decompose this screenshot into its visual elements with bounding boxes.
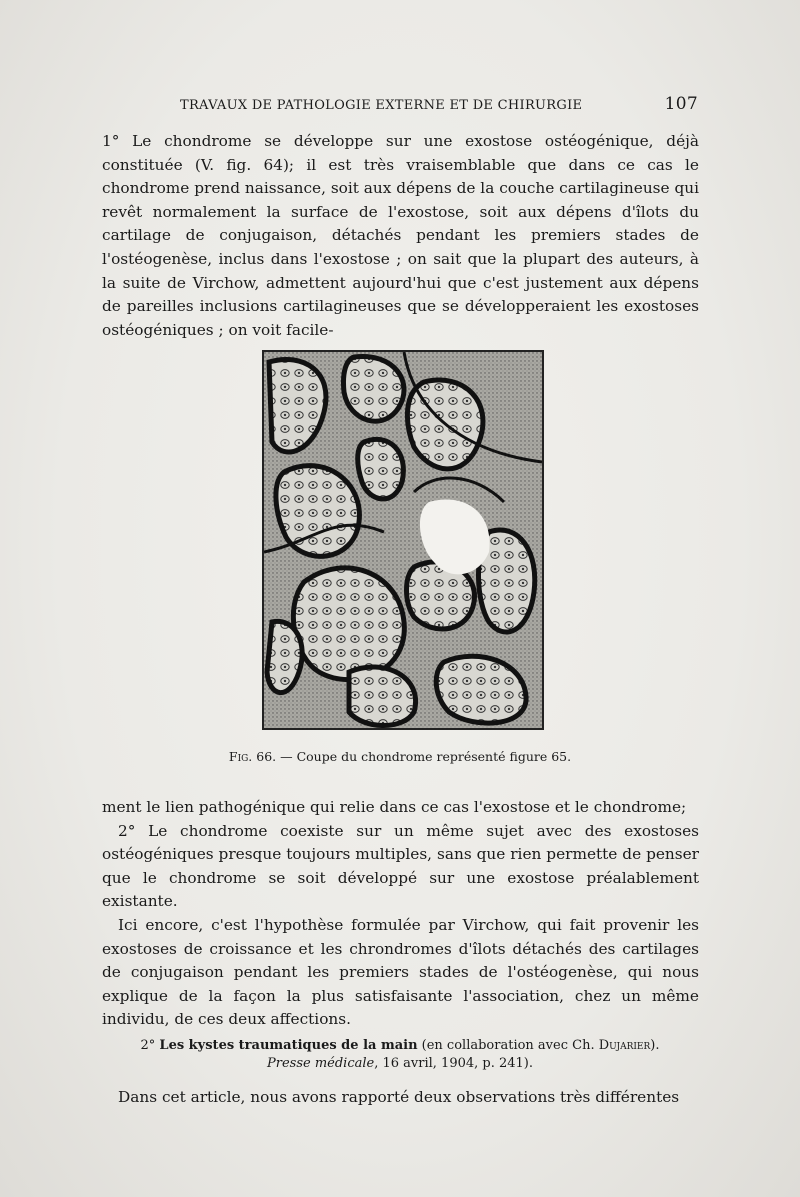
paragraph-2: ment le lien pathogénique qui relie dans ce cas l'exostose et le chondrome; — [102, 798, 687, 816]
figure-caption — [100, 749, 700, 764]
paragraph-1: 1° Le chondrome se développe sur une exostose ostéogénique, déjà constituée (V. fig. 64); il est très vraisemblable que dans ce cas le chondrome prend naissance, soit aux dépens de la couche cartilagineuse qui revêt normalement la surface de l'exostose, soit aux dépens d'îlots du cartilage de conjugaison, détachés pendant les premiers stades de l'ostéogenèse, inclus dans l'exostose ; on sait que la plupart des auteurs, à la suite de Virchow, admettent aujourd'hui que c'est justement aux dépens de pareilles inclusions cartilagineuses que se développeraient les exostoses ostéogéniques ; on voit facile- — [102, 132, 699, 339]
page-number: 107 — [664, 94, 698, 114]
chondrome-section-drawing — [264, 352, 542, 728]
bibliographic-reference — [100, 1037, 700, 1073]
body-text-block — [102, 796, 699, 1032]
caption-label: Fig. 66. — [228, 749, 277, 764]
reference-details: , 16 avril, 1904, p. 241). — [374, 1056, 533, 1071]
caption-text: — Coupe du chondrome représenté figure 65. — [276, 749, 572, 764]
paragraph-4: Ici encore, c'est l'hypothèse formulée par Virchow, qui fait provenir les exostoses de croissance et les chrondromes d'îlots détachés des cartilages de conjugaison pendant les premiers stades de l'ostéogenèse, qui nous explique de la façon la plus satisfaisante l'association, chez un même individu, de ces deux affections. — [102, 915, 699, 1029]
reference-journal: Presse médicale — [267, 1056, 375, 1071]
reference-author: Dujarier — [598, 1038, 651, 1053]
running-title: TRAVAUX DE PATHOLOGIE EXTERNE ET DE CHIRURGIE — [180, 98, 583, 113]
reference-title: Les kystes traumatiques de la main — [159, 1038, 418, 1053]
reference-number: 2° — [140, 1038, 156, 1053]
reference-collab-end: ). — [650, 1038, 660, 1053]
reference-collab: (en collaboration avec Ch. — [417, 1038, 599, 1053]
paragraph-3: 2° Le chondrome coexiste sur un même sujet avec des exostoses ostéogéniques presque toujours multiples, sans que rien permette de penser que le chondrome se soit développé sur une exostose préalablement existante. — [102, 821, 699, 911]
figure-66-illustration — [262, 350, 544, 730]
paragraph-5: Dans cet article, nous avons rapporté deux observations très différentes — [118, 1088, 680, 1106]
